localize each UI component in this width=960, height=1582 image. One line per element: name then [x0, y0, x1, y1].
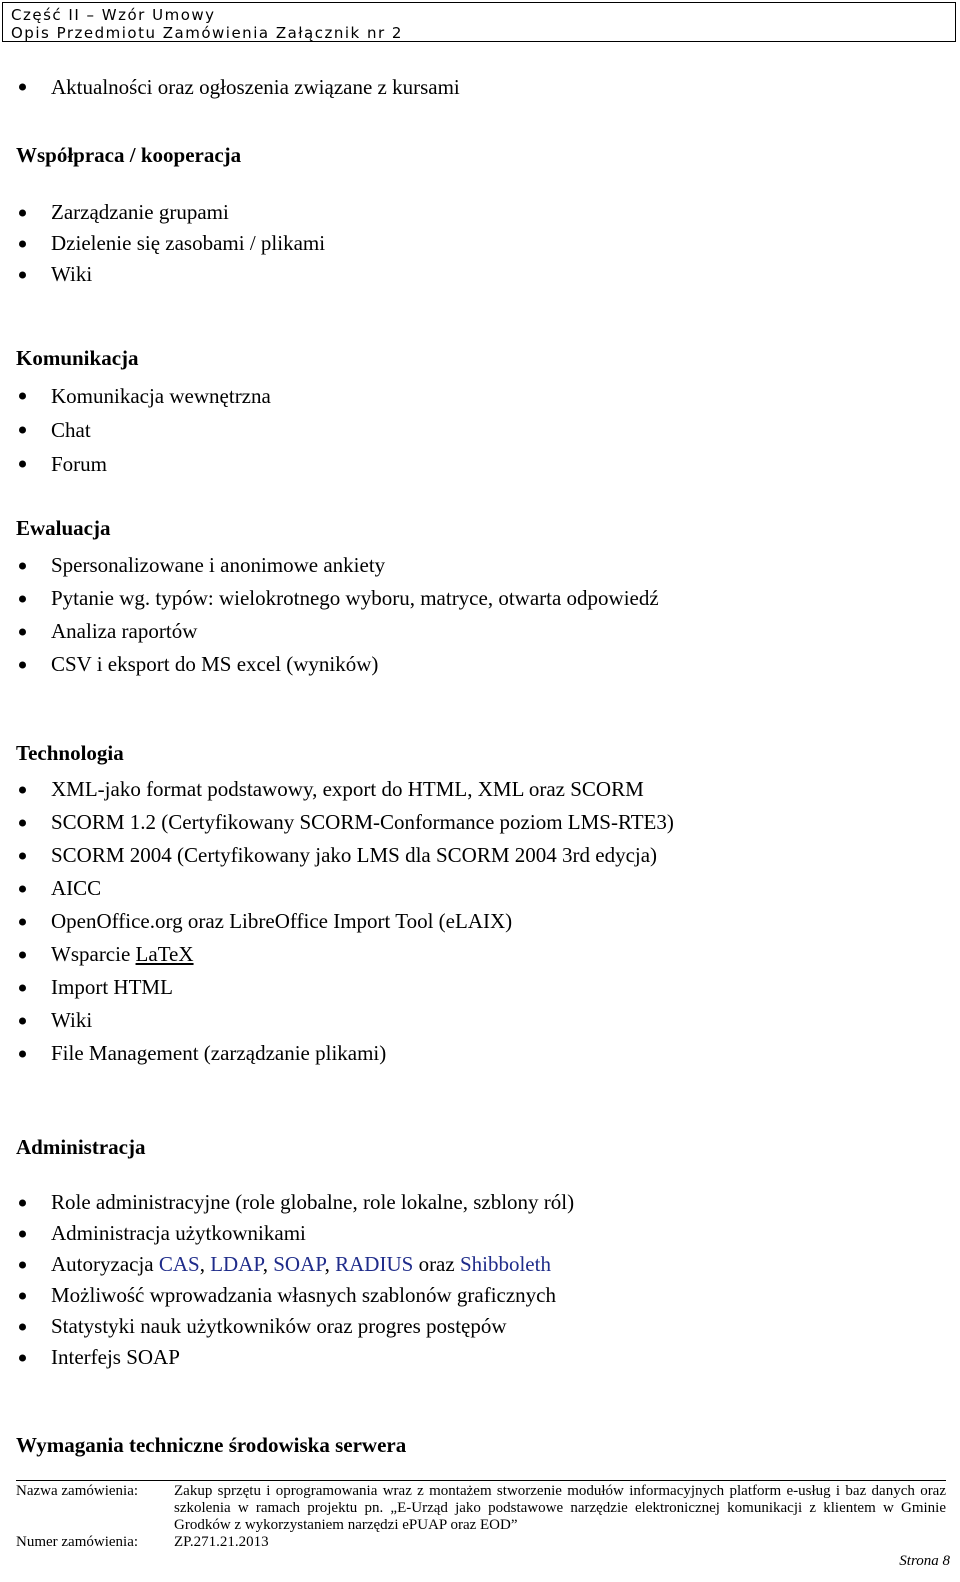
list-item: Pytanie wg. typów: wielokrotnego wyboru, matryce, otwarta odpowiedź	[16, 582, 659, 615]
list-item: Analiza raportów	[16, 615, 659, 648]
list-item: SCORM 2004 (Certyfikowany jako LMS dla SCORM 2004 3rd edycja)	[16, 839, 674, 872]
evaluation-list	[16, 549, 659, 681]
list-item: Forum	[16, 447, 271, 481]
footer-order-name-row	[16, 1483, 946, 1534]
list-item: Zarządzanie grupami	[16, 197, 325, 228]
section-heading: Komunikacja	[16, 346, 139, 370]
document-header	[2, 2, 956, 42]
intro-list	[16, 74, 460, 100]
list-item: Chat	[16, 413, 271, 447]
list-item-authorization	[16, 1249, 574, 1280]
list-item: Import HTML	[16, 971, 674, 1004]
list-item: CSV i eksport do MS excel (wyników)	[16, 648, 659, 681]
list-item: Dzielenie się zasobami / plikami	[16, 228, 325, 259]
administration-list	[16, 1187, 574, 1373]
footer-order-number-row	[16, 1534, 946, 1551]
section-heading: Technologia	[16, 741, 124, 765]
section-heading: Administracja	[16, 1135, 146, 1159]
radius-link[interactable]: RADIUS	[335, 1252, 414, 1276]
list-item: Możliwość wprowadzania własnych szablonów graficznych	[16, 1280, 574, 1311]
list-item: XML-jako format podstawowy, export do HTML, XML oraz SCORM	[16, 773, 674, 806]
list-item: Administracja użytkownikami	[16, 1218, 574, 1249]
section-server-requirements	[16, 1432, 406, 1458]
list-item: AICC	[16, 872, 674, 905]
separator: ,	[199, 1252, 211, 1276]
header-subtitle: Opis Przedmiotu Zamówienia Załącznik nr 2	[11, 24, 403, 42]
list-item: SCORM 1.2 (Certyfikowany SCORM-Conformance poziom LMS-RTE3)	[16, 806, 674, 839]
list-item: Statystyki nauk użytkowników oraz progres postępów	[16, 1311, 574, 1342]
footer-divider	[16, 1480, 946, 1481]
list-item: Spersonalizowane i anonimowe ankiety	[16, 549, 659, 582]
order-number-label: Numer zamówienia:	[16, 1534, 139, 1550]
communication-list	[16, 379, 271, 481]
order-number-value: ZP.271.21.2013	[174, 1534, 269, 1550]
list-item: Wiki	[16, 259, 325, 290]
list-item: File Management (zarządzanie plikami)	[16, 1037, 674, 1070]
list-item: OpenOffice.org oraz LibreOffice Import Tool (eLAIX)	[16, 905, 674, 938]
list-item: Interfejs SOAP	[16, 1342, 574, 1373]
section-communication	[16, 345, 139, 371]
header-title: Część II – Wzór Umowy	[11, 6, 216, 24]
section-heading: Wymagania techniczne środowiska serwera	[16, 1433, 407, 1457]
cas-link[interactable]: CAS	[158, 1252, 200, 1276]
soap-link[interactable]: SOAP	[273, 1252, 325, 1276]
conjunction: oraz	[413, 1252, 460, 1276]
cooperation-list	[16, 197, 325, 290]
list-item-text: Autoryzacja	[51, 1252, 154, 1276]
technology-list	[16, 773, 674, 1070]
list-item-text: Wsparcie	[51, 942, 131, 966]
section-heading: Współpraca / kooperacja	[16, 143, 242, 167]
list-item: Aktualności oraz ogłoszenia związane z kursami	[16, 74, 460, 100]
list-item: Wiki	[16, 1004, 674, 1037]
list-item: Role administracyjne (role globalne, role lokalne, szblony ról)	[16, 1187, 574, 1218]
section-technology	[16, 740, 124, 766]
document-footer	[16, 1480, 946, 1551]
section-heading: Ewaluacja	[16, 516, 111, 540]
order-name-label: Nazwa zamówienia:	[16, 1483, 139, 1499]
list-item-latex	[16, 938, 674, 971]
section-administration	[16, 1134, 146, 1160]
latex-link[interactable]: LaTeX	[135, 942, 194, 966]
separator: ,	[324, 1252, 336, 1276]
ldap-link[interactable]: LDAP	[210, 1252, 263, 1276]
shibboleth-link[interactable]: Shibboleth	[459, 1252, 551, 1276]
section-evaluation	[16, 515, 111, 541]
list-item: Komunikacja wewnętrzna	[16, 379, 271, 413]
section-cooperation	[16, 142, 241, 168]
order-name-value: Zakup sprzętu i oprogramowania wraz z montażem stworzenie modułów informacyjnych platform e-usług i baz danych oraz szkolenia w ramach projektu pn. „E-Urząd jako podstawowe narzędzie elektronicznej komunikacji z klientem w Gminie Grodków z wykorzystaniem narzędzi ePUAP oraz EOD”	[174, 1483, 946, 1533]
page-number: Strona 8	[899, 1553, 950, 1569]
separator: ,	[262, 1252, 274, 1276]
